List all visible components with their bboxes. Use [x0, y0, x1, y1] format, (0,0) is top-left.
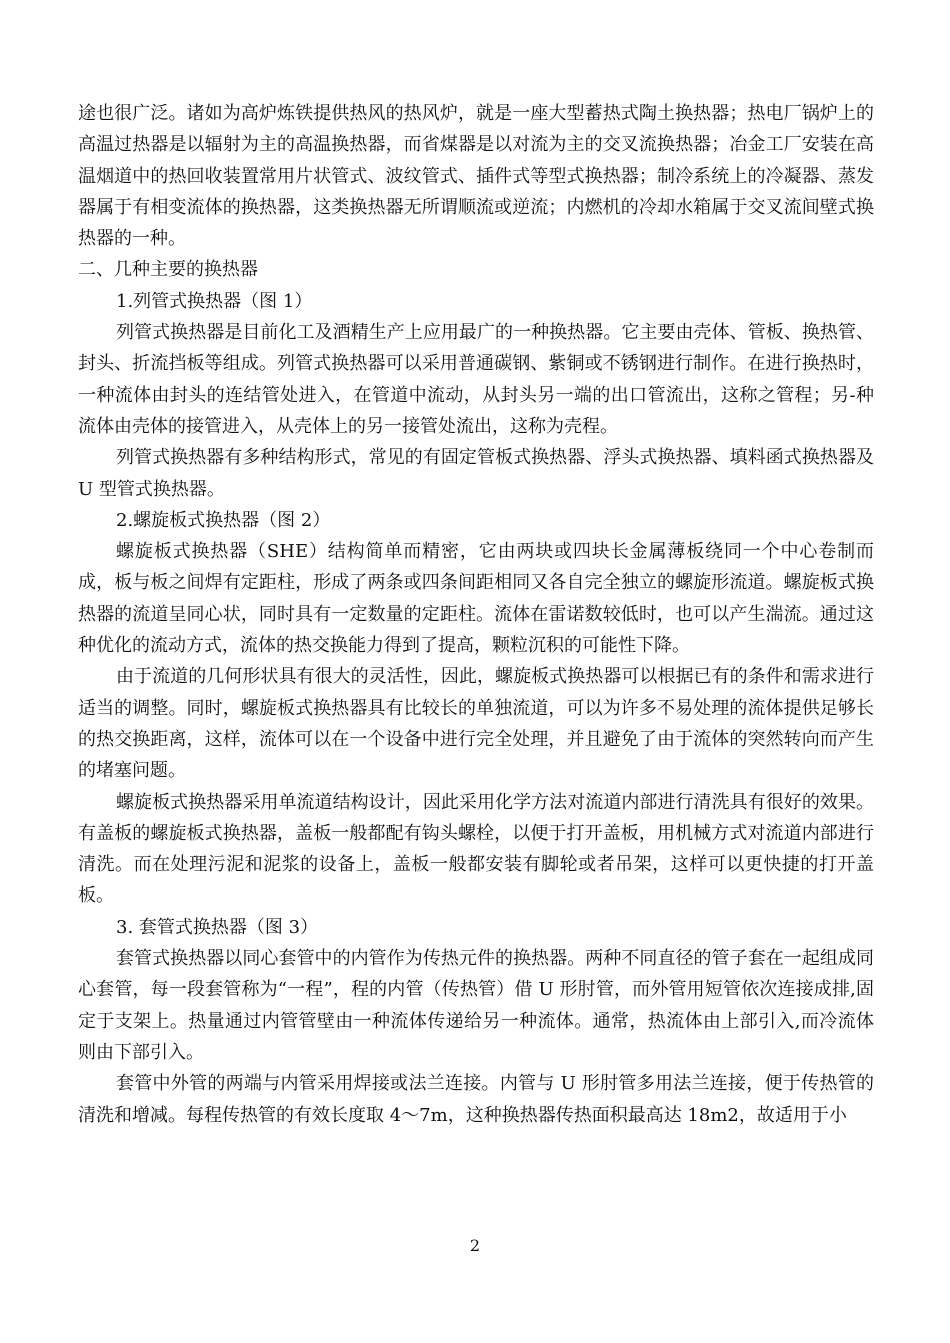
subsection-heading-3: 3. 套管式换热器（图 3） — [116, 916, 319, 938]
paragraph: 列管式换热器是目前化工及酒精生产上应用最广的一种换热器。它主要由壳体、管板、换热管、封头、折流挡板等组成。列管式换热器可以采用普通碳钢、紫铜或不锈钢进行制作。在进行换热时，一种流体由封头的连结管处进入，在管道中流动，从封头另一端的出口管流出，这称之管程；另-种流体由壳体的接管进入，从壳体上的另一接管处流出，这称为壳程。 — [78, 322, 874, 437]
paragraph: 套管式换热器以同心套管中的内管作为传热元件的换热器。两种不同直径的管子套在一起组成同心套管，每一段套管称为“一程”，程的内管（传热管）借 U 形肘管，而外管用短管依次连接成排,固定于支架上。热量通过内管管壁由一种流体传递给另一种流体。通常，热流体由上部引入,而冷流体则由下部引入。 — [78, 948, 874, 1063]
document-body — [78, 98, 874, 1131]
paragraph-continuation: 途也很广泛。诸如为高炉炼铁提供热风的热风炉，就是一座大型蓄热式陶土换热器；热电厂锅炉上的高温过热器是以辐射为主的高温换热器，而省煤器是以对流为主的交叉流换热器；冶金工厂安装在高温烟道中的热回收装置常用片状管式、波纹管式、插件式等型式换热器；制冷系统上的冷凝器、蒸发器属于有相变流体的换热器，这类换热器无所谓顺流或逆流；内燃机的冷却水箱属于交叉流间壁式换热器的一种。 — [78, 103, 874, 250]
paragraph: 列管式换热器有多种结构形式，常见的有固定管板式换热器、浮头式换热器、填料函式换热器及 U 型管式换热器。 — [78, 447, 874, 500]
paragraph: 由于流道的几何形状具有很大的灵活性，因此，螺旋板式换热器可以根据已有的条件和需求进行适当的调整。同时，螺旋板式换热器具有比较长的单独流道，可以为许多不易处理的流体提供足够长的热交换距离，这样，流体可以在一个设备中进行完全处理，并且避免了由于流体的突然转向而产生的堵塞问题。 — [78, 666, 874, 782]
subsection-heading-2: 2.螺旋板式换热器（图 2） — [116, 509, 331, 531]
paragraph: 螺旋板式换热器采用单流道结构设计，因此采用化学方法对流道内部进行清洗具有很好的效果。有盖板的螺旋板式换热器，盖板一般都配有钩头螺栓，以便于打开盖板，用机械方式对流道内部进行清洗。而在处理污泥和泥浆的设备上，盖板一般都安装有脚轮或者吊架，这样可以更快捷的打开盖板。 — [78, 791, 874, 907]
page-number: 2 — [469, 1236, 481, 1255]
section-heading: 二、几种主要的换热器 — [78, 259, 258, 281]
paragraph: 螺旋板式换热器（SHE）结构简单而精密，它由两块或四块长金属薄板绕同一个中心卷制而成，板与板之间焊有定距柱，形成了两条或四条间距相同又各自完全独立的螺旋形流道。螺旋板式换热器的流道呈同心状，同时具有一定数量的定距柱。流体在雷诺数较低时，也可以产生湍流。通过这种优化的流动方式，流体的热交换能力得到了提高，颗粒沉积的可能性下降。 — [78, 541, 874, 657]
subsection-heading-1: 1.列管式换热器（图 1） — [116, 290, 313, 312]
paragraph: 套管中外管的两端与内管采用焊接或法兰连接。内管与 U 形肘管多用法兰连接，便于传热管的清洗和增减。每程传热管的有效长度取 4～7m，这种换热器传热面积最高达 18m2，故适用于小 — [78, 1073, 874, 1126]
